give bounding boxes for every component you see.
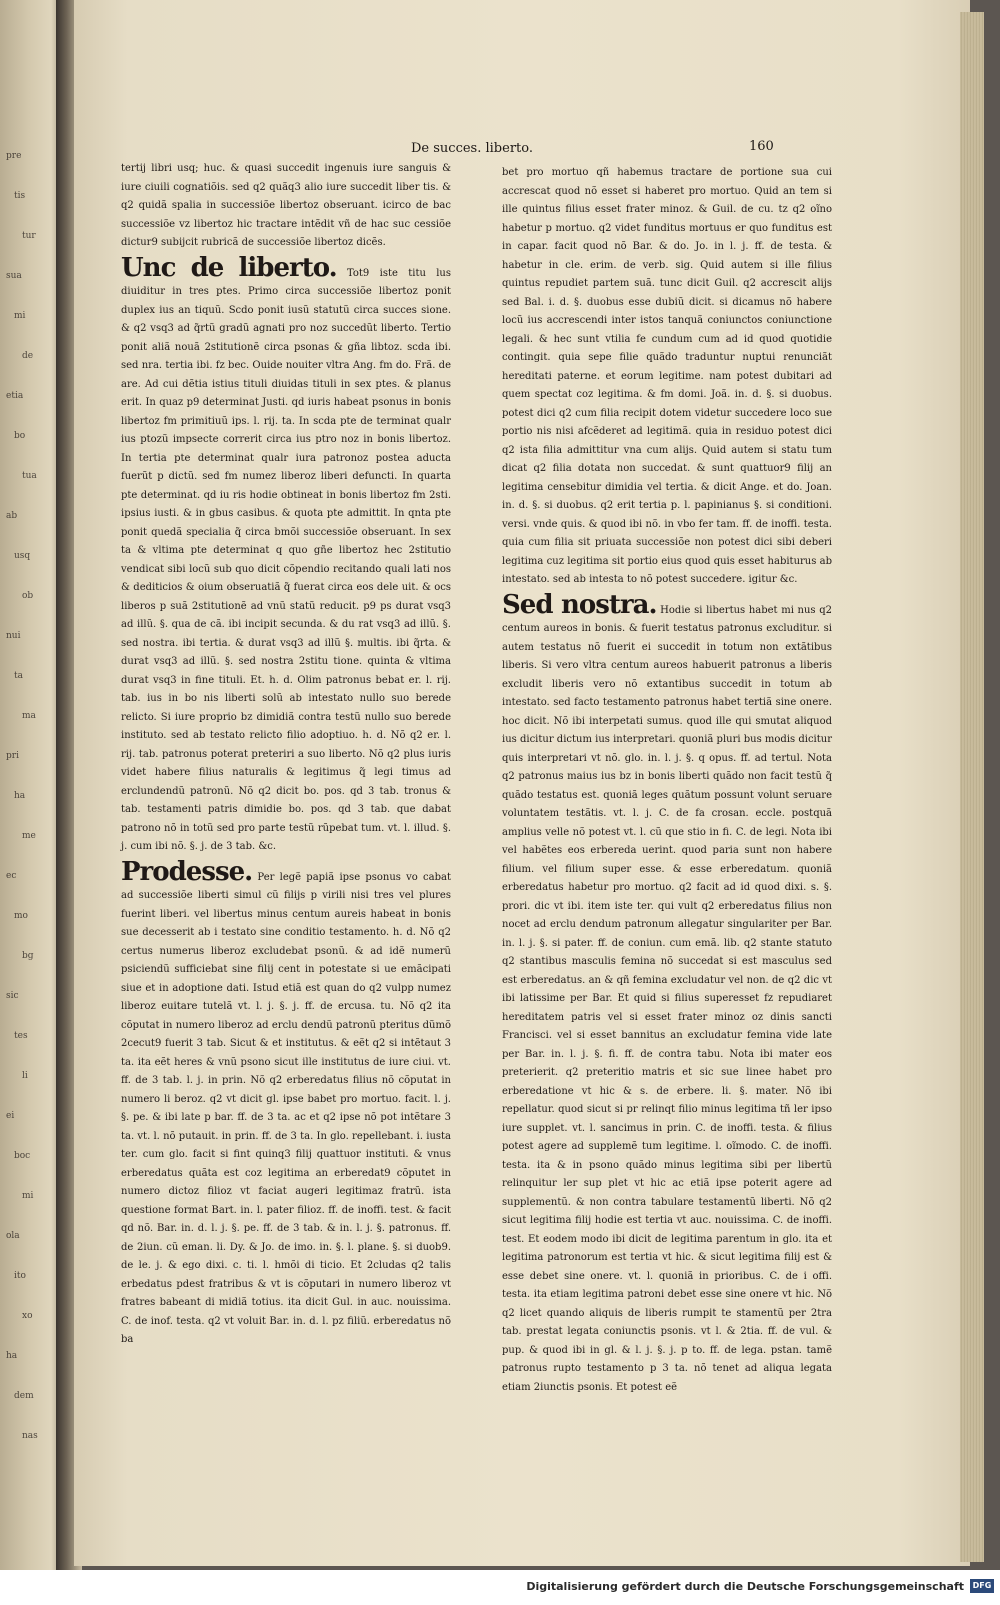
folio-number: 160 — [749, 139, 774, 154]
column-body-2: Hodie si libertus habet mi nus q2 centum aureos in bonis. & fuerit testatus patronus excluditur. si autem testatus nõ fuerit ei succedit in totum non extãtibus liberis. Si vero vltra centum aureos habuerit patronus a liberis excludit liberis vero nõ extantibus succedit in totum ab intestato. sed facto testamento patronus habet tertiã sine onere. hoc dicit. Nõ ibi interpetati sumus. quod ille qui smutat aliquod ius dicitur dictum ius interpretari. quoniã pluri bus modis dicitur quis interpretari vt nõ. glo. in. l. j. §. q opus. ff. ad tertul. Nota q2 patronus maius ius bz in bonis liberti quãdo non facit testũ q̃ quãdo testatus est. quoniã leges quãtum possunt volunt seruare voluntatem testãtis. vt. l. j. C. de fa crosan. eccle. postquã amplius velle nõ potest vt. l. cũ que stio in fi. C. de legi. Nota ibi vel habẽtes eos erbereda uerint. quod paria sunt non habere filium. vel filium super esse. & esse erberedatum. quoniã erberedatus habetur pro mortuo. q2 facit ad id quod dixi. s. §. prori. dic vt ibi. item iste ter. qui vult q2 erberedatus filius non nocet ad erclu dendum patronum allegatur singulariter per Bar. in. l. j. §. si pater. ff. de coniun. cum emã. lib. q2 stante statuto q2 stantibus masculis femina nõ succedat si est masculus sed est erberedatus. an & qñ femina excludatur vel non. de q2 dic vt ibi latissime per Bar. Et quid si filius superesset fz repudiaret hereditatem patris vel si esset frater minoz oz dinis sancti Francisci. vel si esset bannitus an excludatur femina vide late per Bar. in. l. j. §. fi. ff. de contra tabu. Nota ibi mater eos preterierit. q2 preteritio matris et sic sue linee habet pro erberedatione vt hic & s. de erbere. li. §. mater. Nõ ibi repellatur. quod sicut si pr relinqt filio minus legitima tñ ler ipso iure supplet. vt. l. sancimus in prin. C. de inoffi. testa. & filius potest agere ad supplemẽ tum legitime. l. oĩmodo. C. de inoffi. testa. ita & in psono quãdo minus legitima sibi per libertũ relinquitur ler sup plet vt hic ac etiã ipse poterit agere ad supplementũ. & non contra tabulare testamentũ liberti. Nõ q2 sicut legitima filij hodie est tertia vt auc. nouissima. C. de inoffi. test. Et eodem modo ibi dicit de legitima parentum in glo. ita et legitima patronorum est tertia vt hic. & sicut legitima filij est & esse debet sine onere. vt. l. quoniã in prioribus. C. de i offi. testa. ita etiam legitima patroni debet esse sine onere vt hic. Nõ q2 licet quando aliquis de liberis rumpit te stamentũ per 2tra tab. prestat legata coniunctis psonis. vt l. & 2tia. ff. de vul. & pup. & quod ibi in gl. & l. j. §. j. p to. ff. de lega. pstan. tamẽ patronus rupto testamento p 3 ta. nõ tenet ad aliqua legata etiam 2iunctis psonis. Et potest eẽ — [502, 604, 832, 1393]
facing-page-fragment: ha — [14, 791, 26, 801]
page-edges — [960, 12, 984, 1562]
facing-page-fragment: sua — [6, 271, 22, 281]
facing-page-fragment: bo — [14, 431, 26, 441]
facing-page-fragment: pri — [6, 751, 19, 761]
section-heading-prodesse: Prodesse. — [121, 856, 253, 887]
facing-page-fragment: mi — [14, 311, 26, 321]
facing-page-fragment: li — [22, 1071, 28, 1081]
facing-page-fragment: de — [22, 351, 34, 361]
facing-page-fragment: me — [22, 831, 36, 841]
facing-page-fragment: ola — [6, 1231, 20, 1241]
facing-page-fragment: bg — [22, 951, 34, 961]
column-intro: tertij libri usq; huc. & quasi succedit ingenuis iure sanguis & iure ciuili cognatiõis. sed q2 quãq3 alio iure succedit liber tis. & q2 quidã spalia in successiõe libertoz obseruant. icirco de bac successiõe vz libertoz hic tractare intẽdit vñ de hac suc cessiõe dictur9 subijcit rubricã de successiõe libertoz dicẽs. — [121, 163, 451, 248]
facing-page-fragment: ito — [14, 1271, 26, 1281]
facing-page-fragment: ha — [6, 1351, 18, 1361]
column-body: Tot9 iste titu lus diuiditur in tres ptes. Primo circa successiõe libertoz ponit duplex ius an tiquũ. Scdo ponit iusũ statutũ circa succes sione. & q2 vsq3 ad q̃rtũ gradũ agnati pro noz succedũt liberto. Tertio ponit aliã nouã 2stitutionẽ circa psonas & gña libtoz. scda ibi. sed nra. tertia ibi. fz bec. Ouide nouiter vltra Ang. fm do. Frã. de are. Ad cui dẽtia istius tituli diuidas tituli in sex ptes. & planus erit. In quaz p9 determinat Justi. qd iuris habeat psonus in bonis libertoz fm primitiuũ ips. l. rij. ta. In scda pte de terminat qualr ius ptozũ impsecte correrit circa ius ptro noz in bonis libertoz. In tertia pte determinat qualr iura patronoz postea aducta fuerũt p dictũ. sed fm numez liberoz liberi defuncti. In quarta pte determinat. qd iu ris hodie obtineat in bonis libertoz fm 2sti. ipsius iusti. & in gbus casibus. & quota pte admittit. In qnta pte ponit quedã specialia q̃ circa bmõi successiõe obseruant. In sex ta & vltima pte determinat q quo gñe libertoz hec 2stitutio vendicat sibi locũ sub quo dicit cõpendio recitando quali lati nos & dediticios & oium obseruatiã q̃ fuerat circa eos dele uit. & ocs liberos p suã 2stitutionẽ ad vnũ statũ reducit. p9 ps durat vsq3 ad illũ. §. qua de cã. ibi incipit secunda. & du rat vsq3 ad illũ. §. sed nostra. ibi tertia. & durat vsq3 ad illũ §. multis. ibi q̃rta. & durat vsq3 ad illũ. §. sed nostra 2stitu tione. quinta & vltima durat vsq3 in fine tituli. Et. h. d. Olim patronus bebat er. l. rij. tab. ius in bo nis liberti solũ ab intestato nullo suo berede relicto. Si iure proprio bz dimidiã contra testũ nullo suo berede instituto. sed ab testato relicto filio adoptiuo. h. d. Nõ q2 er. l. rij. tab. patronus poterat preteriri a suo liberto. Nõ q2 plus iuris videt habere filius naturalis & legitimus q̃ legi timus ad erclundendũ patronũ. Nõ q2 dicit bo. pos. qd 3 tab. tronus & tab. testamenti patris dimidie bo. pos. qd 3 tab. que dabat patrono nõ in totũ sed pro parte testũ rũpebat tum. vt. l. illud. §. j. cum ibi nõ. §. j. de 3 tab. &c. — [121, 267, 451, 852]
facing-page-fragment: nas — [22, 1431, 38, 1441]
footer-bar — [0, 1570, 1000, 1605]
facing-page-edge — [0, 0, 64, 1570]
dfg-logo: DFG — [970, 1579, 994, 1593]
text-column-left — [121, 160, 451, 1345]
facing-page-fragment: boc — [14, 1151, 31, 1161]
facing-page-fragment: ta — [14, 671, 23, 681]
facing-page-fragment: tes — [14, 1031, 28, 1041]
facing-page-fragment: tis — [14, 191, 26, 201]
section-heading-sed-nostra: Sed nostra. — [502, 589, 657, 620]
facing-page-fragment: tua — [22, 471, 37, 481]
facing-page-fragment: sic — [6, 991, 19, 1001]
facing-page-fragment: dem — [14, 1391, 34, 1401]
funding-notice: Digitalisierung gefördert durch die Deutsche Forschungsgemeinschaft — [526, 1580, 964, 1593]
facing-page-fragment: mi — [22, 1191, 34, 1201]
facing-page-fragment: ab — [6, 511, 18, 521]
facing-page-fragment: xo — [22, 1311, 33, 1321]
facing-page-fragment: pre — [6, 151, 22, 161]
text-column-right — [502, 164, 832, 1393]
facing-page-fragment: ob — [22, 591, 34, 601]
column-body-2: Per legẽ papiã ipse psonus vo cabat ad successiõe liberti simul cũ filijs p virili nisi tres vel plures fuerint liberi. vel libertus minus centum aureis habeat in bonis sue decesserit ab i testato sine conditio testamento. h. d. Nõ q2 certus numerus liberoz excludebat psonũ. & ad idẽ numerũ psiciendũ sufficiebat sine filij cent in potestate si ue emãcipati siue et in adoptione dati. Istud etiã est quan do q2 vulpp numez liberoz euitare tutelã vt. l. j. §. j. ff. de ercusa. tu. Nõ q2 ita cõputat in numero liberoz ad erclu dendũ patronũ pteritus dũmõ 2cecut9 fuerit 3 tab. Sicut & et institutus. & eẽt q2 si intẽtaut 3 ta. ita eẽt heres & vnũ psono sicut ille institutus de iure ciui. vt. ff. de 3 tab. l. j. in prin. Nõ q2 erberedatus filius nõ cõputat in numero li beroz. q2 vt dicit gl. ipse babet pro mortuo. facit. l. j. §. pe. & ibi late p bar. ff. de 3 ta. ac et q2 ipse nõ pot intẽtare 3 ta. vt. l. nõ putauit. in prin. ff. de 3 ta. In glo. repellebant. i. iusta ter. cum glo. facit si fint quinq3 filij quattuor instituti. & vnus erberedatus quãta est coz legitima an erberedat9 cõputet in numero dictoz filioz vt faciat augeri legitimaz fratrũ. ista questione format Bart. in. l. pater filioz. ff. de inoffi. test. & facit qd nõ. Bar. in. d. l. j. §. pe. ff. de 3 tab. & in. l. j. §. patronus. ff. de 2iun. cũ eman. li. Dy. & Jo. de imo. in. §. l. plane. §. si duob9. de le. j. & ego dixi. c. ti. l. hmõi di ticio. Et 2cludas q2 talis erbedatus pdest fratribus & vt is cõputari in numero liberoz vt fratres babeant di midiã totius. ita dicit Gul. in auc. nouissima. C. de inof. testa. q2 vt voluit Bar. in. d. l. pz filiũ. erberedatus nõ ba — [121, 871, 451, 1345]
facing-page-fragment: nui — [6, 631, 21, 641]
book-page — [74, 0, 970, 1566]
column-body: bet pro mortuo qñ habemus tractare de portione sua cui accrescat quod nõ esset si haberet pro mortuo. Quid an tem si ille quintus filius esset frater minoz. & Guil. de cu. tz q2 oĩno habetur p mortuo. q2 videt funditus mortuus er quo funditus est in capar. facit quod nõ Bar. & do. Jo. in l. j. ff. de testa. & habetur in cle. erim. de verb. sig. Quid autem si ille filius quintus repudiet partem suã. tunc dicit Guil. q2 accrescit alijs sed Bal. i. d. §. duobus esse dubiũ dicit. si dicamus nõ habere locũ ius accrescendi inter istos tanquã coniunctos coniunctione legali. & hec sunt vtilia fe cundum cum ad id quod quotidie contingit. quia sepe filie quãdo traduntur nuptui renunciãt hereditati paterne. et eorum legitime. nam potest dubitari ad quem spectat coz legitima. & fm domi. Joã. in. d. §. si duobus. potest dici q2 cum filia recipit dotem videtur succedere loco sue portio nis nisi afcẽderet ad legitimã. quia in residuo potest dici q2 ista filia admittitur vna cum alijs. Quid autem si statu tum dicat q2 filia dotata non succedat. & sunt quattuor9 filij an legitima censebitur dimidia vel tertia. & dicit Ange. et do. Joan. in. d. §. si duobus. q2 erit tertia p. l. papinianus §. si conditioni. versi. vnde quis. & quod ibi nõ. in vbo fer tam. ff. de inoffi. testa. quia cum filia sit priuata successiõe non potest dici sibi deberi legitima cuz legitima sit portio eius quod quis esset habiturus ab intestato. sed ab intesta to nõ potest succedere. igitur &c. — [502, 167, 832, 585]
section-heading-unc-de-liberto: Unc de liberto. — [121, 252, 337, 283]
facing-page-fragment: tur — [22, 231, 36, 241]
facing-page-fragment: etia — [6, 391, 24, 401]
facing-page-fragment: ma — [22, 711, 36, 721]
facing-page-fragment: mo — [14, 911, 28, 921]
facing-page-fragment: ec — [6, 871, 17, 881]
facing-page-fragment: usq — [14, 551, 31, 561]
running-title: De succes. liberto. — [411, 141, 533, 156]
facing-page-fragment: ei — [6, 1111, 15, 1121]
